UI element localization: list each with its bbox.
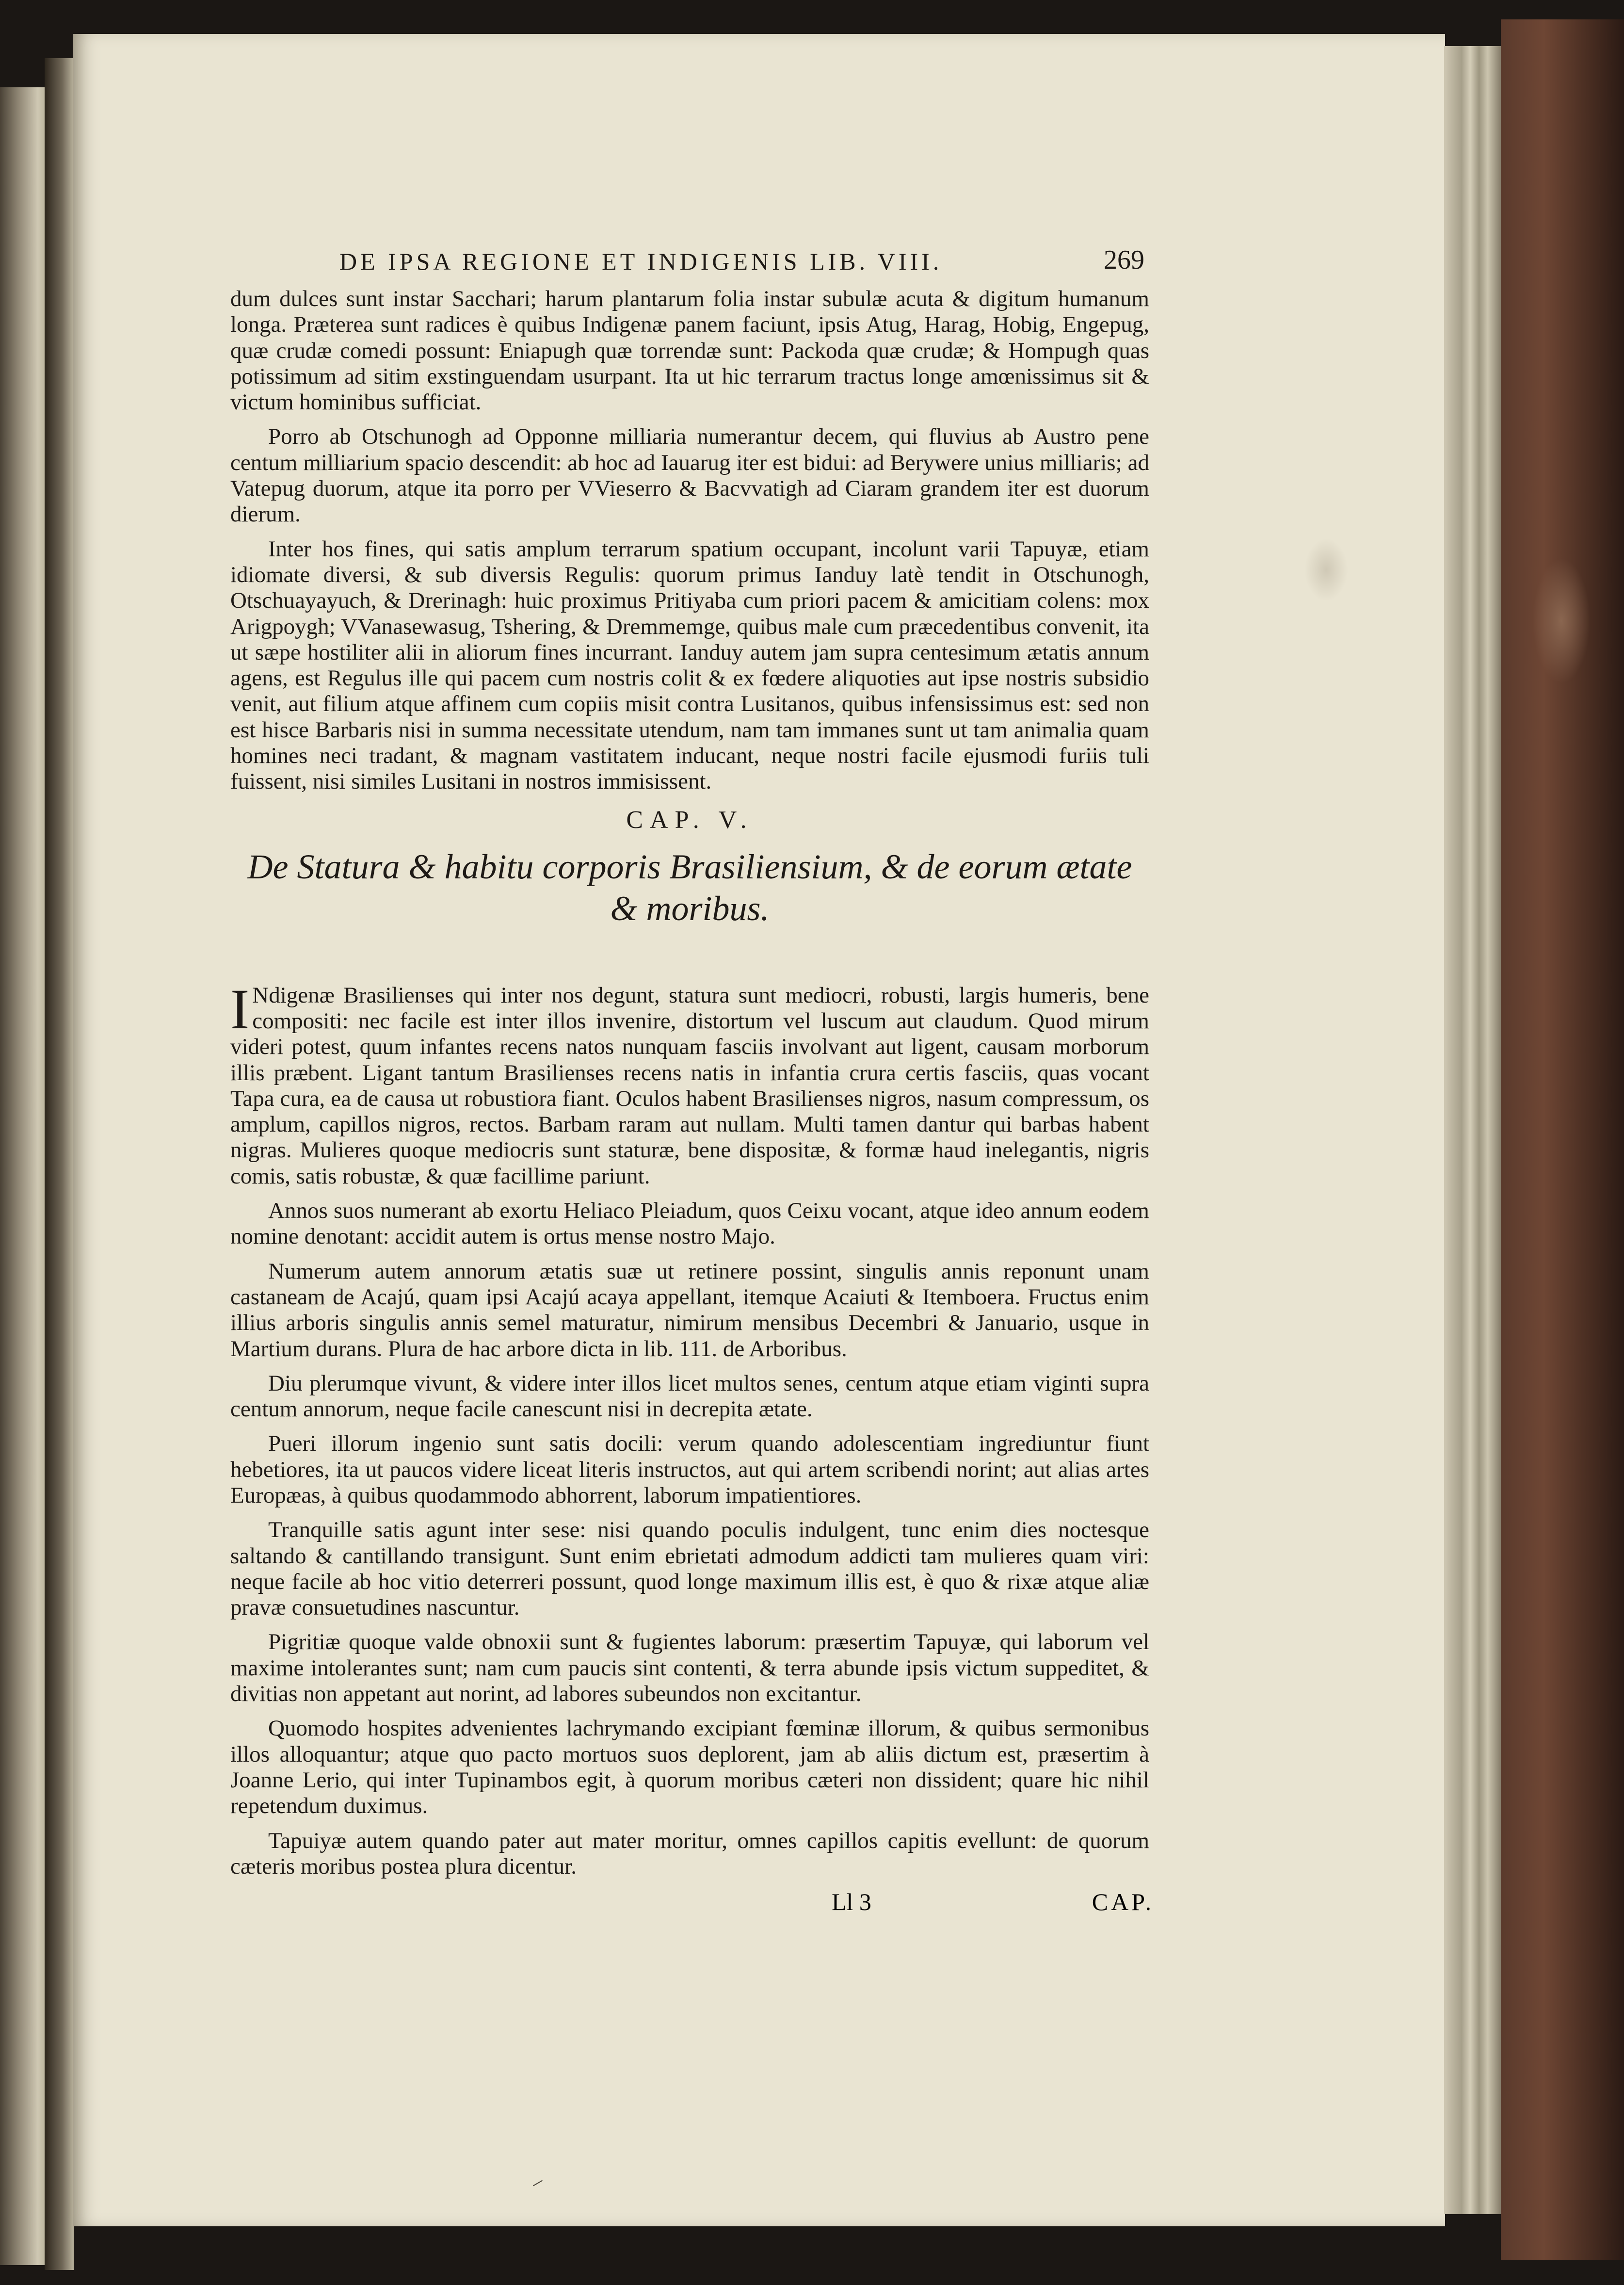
facing-page-edge [0, 87, 46, 2265]
drop-cap: I [230, 977, 250, 1041]
paragraph-2: Porro ab Otschunogh ad Opponne milliaria numerantur decem, qui fluvius ab Austro pene centum milliarium spacio descendit: ab hoc ad Iauarug iter est bidui: ad Berywere unius milliaris; ad Vatepug duorum, atque ita porro per VVieserro & Bacvvatigh ad Ciaram grandem iter est duorum dierum. [230, 424, 1149, 527]
paragraph-9: Tranquille satis agunt inter sese: nisi quando poculis indulgent, tunc enim dies noctesque saltando & cantillando transigunt. Sunt enim ebrietati admodum addicti tam mulieres quam viri: neque facile ab hoc vitio deterreri possunt, quod longe maximum illis est, è quo & rixæ atque aliæ pravæ consuetudines nascuntur. [230, 1517, 1149, 1621]
chapter-number: CAP. V. [626, 806, 754, 834]
paragraph-7: Diu plerumque vivunt, & videre inter illos licet multos senes, centum atque etiam viginti supra centum annorum, neque facile canescunt nisi in decrepita ætate. [230, 1370, 1149, 1422]
page-footer [230, 1888, 1154, 1917]
gutter-shadow [45, 58, 74, 2270]
paper-stain [1304, 538, 1348, 601]
binding-wear-mark [1532, 558, 1591, 684]
chapter-title-line-1: De Statura & habitu corporis Brasiliensium, & de eorum ætate [247, 847, 1132, 886]
paragraph-8: Pueri illorum ingenio sunt satis docili: verum quando adolescentiam ingrediuntur fiunt hebetiores, ita ut paucos videre liceat literis instructos, aut qui artem scribendi norint; aut alias artes Europæas, à quibus quodammodo abhorrent, laborum impatientiores. [230, 1431, 1149, 1508]
paragraph-10: Pigritiæ quoque valde obnoxii sunt & fugientes laborum: præsertim Tapuyæ, qui laborum vel maxime intolerantes sunt; nam cum paucis sint contenti, & terra abunde ipsis victum suppeditet, & divitias non appetant aut norint, ad labores subeundos non excitantur. [230, 1629, 1149, 1707]
chapter-first-paragraph [230, 977, 1149, 1189]
binding-board [1501, 19, 1624, 2260]
page-fore-edge [1444, 46, 1502, 2214]
paragraph-4: Ndigenæ Brasilienses qui inter nos degunt, statura sunt mediocri, robusti, largis humeris, bene compositi: nec facile est inter illos invenire, distortum vel luscum aut claudum. Quod mirum videri potest, quum infantes recens natos nunquam fasciis involvant aut ligent, causam morborum illis præbent. Ligant tantum Brasilienses recens natis in infantia crura certis fasciis, quas vocant Tapa cura, ea de causa ut robustiora fiant. Oculos habent Brasilienses nigros, nasum compressum, os amplum, capillos nigros, rectos. Barbam raram aut nullam. Multi tamen dantur qui barbas habent nigras. Mulieres quoque mediocris sunt staturæ, bene dispositæ, & formæ haud inelegantis, nigris comis, satis robustæ, & quæ facillime pariunt. [230, 982, 1149, 1189]
chapter-title [230, 846, 1149, 929]
paragraph-3: Inter hos fines, qui satis amplum terrarum spatium occupant, incolunt varii Tapuyæ, etiam idiomate diversi, & sub diversis Regulis: quorum primus Ianduy latè tendit in Otschunogh, Otschuayayuch, & Drerinagh: huic proximus Pritiyaba cum priori pacem & amicitiam colens: mox Arigpoygh; VVanasewasug, Tshering, & Dremmemge, quibus male cum præcedentibus convenit, ita ut sæpe hostiliter alii in aliorum fines incurrant. Ianduy autem jam supra centesimum ætatis annum agens, est Regulus ille qui pacem cum nostris colit & ex fœdere aliquoties aut ipse nostris subsidio venit, aut filium atque affinem cum copiis misit contra Lusitanos, quibus infensissimus est: sed non est hisce Barbaris nisi in summa necessitate utendum, nam tam immanes sunt ut tam animalia quam homines neci tradant, & magnam vastitatem inducant, neque nostri facile ejusmodi furiis tuli fuissent, nisi similes Lusitani in nostros immisissent. [230, 536, 1149, 794]
main-text-block [230, 286, 1149, 1880]
paragraph-1: dum dulces sunt instar Sacchari; harum plantarum folia instar subulæ acuta & digitum humanum longa. Præterea sunt radices è quibus Indigenæ panem faciunt, ipsis Atug, Harag, Hobig, Engepug, quæ crudæ comedi possunt: Eniapugh quæ torrendæ sunt: Packoda quæ crudæ; & Hompugh quas potissimum ad sitim exstinguendam usurpant. Ita ut hic terrarum tractus longe amœnissimus sit & victum hominibus sufficiat. [230, 286, 1149, 415]
chapter-title-line-2: & moribus. [610, 889, 770, 928]
catchword: CAP. [1092, 1888, 1154, 1915]
paragraph-12: Tapuiyæ autem quando pater aut mater moritur, omnes capillos capitis evellunt: de quorum cæteris moribus postea plura dicentur. [230, 1828, 1149, 1879]
paragraph-11: Quomodo hospites advenientes lachrymando excipiant fœminæ illorum, & quibus sermonibus illos alloquantur; atque quo pacto mortuos suos deplorent, jam ab aliis dictum est, præsertim à Joanne Lerio, qui inter Tupinambos egit, à quorum moribus cæteri non dissident; quare hic nihil repetendum duximus. [230, 1716, 1149, 1819]
running-head [339, 245, 1144, 281]
running-head-title: DE IPSA REGIONE ET INDIGENIS LIB. VIII. [339, 248, 943, 275]
signature-mark: Ll 3 [832, 1888, 871, 1915]
paragraph-5: Annos suos numerant ab exortu Heliaco Pleiadum, quos Ceixu vocant, atque ideo annum eodem nomine denotant: accidit autem is ortus mense nostro Majo. [230, 1198, 1149, 1249]
page-number: 269 [1104, 245, 1144, 275]
paragraph-6: Numerum autem annorum ætatis suæ ut retinere possint, singulis annis reponunt unam castaneam de Acajú, quam ipsi Acajú acaya appellant, itemque Acaiuti & Itemboera. Fructus enim illius arboris singulis annis semel maturatur, nimirum mensibus Decembri & Januario, usque in Martium durans. Plura de hac arbore dicta in lib. 111. de Arboribus. [230, 1258, 1149, 1361]
